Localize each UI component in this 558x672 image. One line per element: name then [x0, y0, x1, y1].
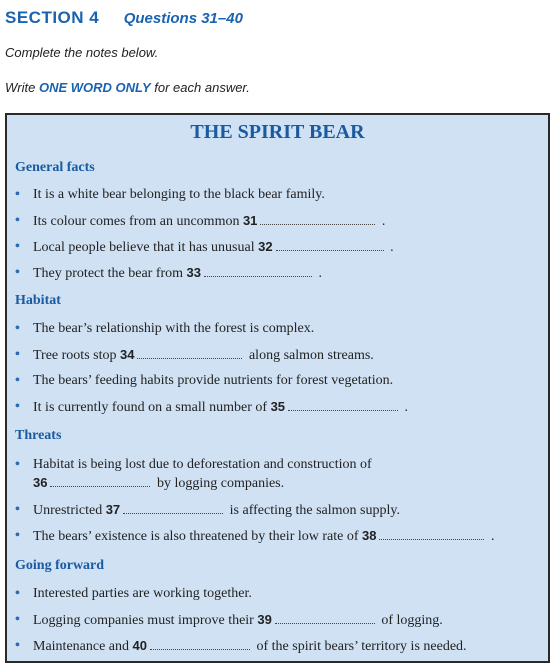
note-item: [15, 500, 540, 520]
question-number: 40: [132, 638, 147, 653]
heading-habitat: Habitat: [15, 293, 61, 308]
question-number: 36: [33, 475, 48, 490]
note-text: Tree roots stop: [33, 348, 120, 363]
note-item: [15, 526, 540, 546]
answer-blank[interactable]: [204, 275, 312, 277]
note-item: [15, 584, 540, 603]
note-text: Logging companies must improve their: [33, 613, 258, 628]
questions-label: Questions 31–40: [123, 10, 243, 27]
bullet-icon: •: [15, 638, 20, 653]
bullet-icon: •: [15, 213, 20, 228]
instruction-word-limit: [5, 80, 250, 95]
bullet-icon: •: [15, 239, 20, 254]
note-text: Unrestricted: [33, 503, 106, 518]
question-number: 33: [186, 265, 202, 280]
bullet-icon: •: [15, 528, 20, 543]
note-item: [15, 237, 540, 257]
answer-blank[interactable]: [50, 485, 150, 487]
heading-going-forward: Going forward: [15, 558, 105, 573]
note-text-after: is affecting the salmon supply.: [226, 503, 400, 518]
bullet-icon: •: [15, 373, 20, 388]
bullet-icon: •: [15, 265, 20, 280]
bullet-icon: •: [15, 586, 20, 601]
notes-title: THE SPIRIT BEAR: [190, 121, 365, 143]
instruction-prefix: Write: [5, 80, 39, 95]
note-text-after: .: [401, 400, 409, 415]
note-text-after: of the spirit bears’ territory is needed.: [252, 639, 467, 654]
question-number: 34: [120, 347, 135, 362]
bullet-icon: •: [15, 457, 20, 472]
note-item: [15, 185, 540, 204]
note-text: The bears’ existence is also threatened by their low rate of: [33, 529, 362, 544]
note-text: Its colour comes from an uncommon: [33, 214, 243, 229]
note-text-after: along salmon streams.: [245, 348, 374, 363]
note-item: [15, 397, 540, 417]
answer-blank[interactable]: [150, 648, 250, 650]
note-text-after: .: [378, 214, 386, 229]
note-text: Local people believe that it has unusual: [33, 240, 259, 255]
note-item: [15, 371, 540, 390]
note-text-after: .: [315, 266, 323, 281]
answer-blank[interactable]: [137, 357, 242, 359]
section-header: [5, 8, 243, 28]
note-text-after: by logging companies.: [153, 476, 285, 491]
question-number: 39: [257, 612, 272, 627]
note-item: [15, 636, 540, 656]
note-item: [15, 211, 540, 231]
instruction-emphasis: ONE WORD ONLY: [38, 80, 151, 95]
question-number: 32: [258, 239, 273, 254]
note-text: The bear’s relationship with the forest is complex.: [33, 321, 315, 336]
instruction-complete: Complete the notes below.: [5, 45, 159, 60]
note-text: It is a white bear belonging to the black bear family.: [33, 187, 325, 202]
note-item: [15, 345, 540, 365]
note-text: Interested parties are working together.: [33, 586, 252, 601]
question-number: 37: [105, 502, 121, 517]
bullet-icon: •: [15, 399, 20, 414]
question-number: 35: [270, 399, 286, 414]
note-text: It is currently found on a small number of: [33, 400, 271, 415]
question-number: 31: [242, 213, 258, 228]
note-text: Maintenance and: [33, 639, 133, 654]
answer-blank[interactable]: [260, 223, 375, 225]
section-label: SECTION 4: [5, 8, 100, 27]
answer-blank[interactable]: [276, 249, 384, 251]
bullet-icon: •: [15, 187, 20, 202]
note-text: Habitat is being lost due to deforestation and construction of: [33, 457, 372, 472]
answer-blank[interactable]: [123, 512, 223, 514]
bullet-icon: •: [15, 321, 20, 336]
note-text: They protect the bear from: [33, 266, 187, 281]
bullet-icon: •: [15, 612, 20, 627]
notes-panel: [5, 113, 550, 663]
instruction-suffix: for each answer.: [150, 80, 250, 95]
answer-blank[interactable]: [275, 622, 375, 624]
heading-threats: Threats: [15, 428, 62, 443]
note-item: [15, 319, 540, 338]
note-text: The bears’ feeding habits provide nutrients for forest vegetation.: [33, 373, 394, 388]
answer-blank[interactable]: [288, 409, 398, 411]
note-item: [15, 455, 540, 474]
question-number: 38: [362, 528, 377, 543]
note-text-after: .: [386, 240, 394, 255]
note-item: [15, 263, 540, 283]
bullet-icon: •: [15, 502, 20, 517]
note-text-after: of logging.: [377, 613, 443, 628]
bullet-icon: •: [15, 347, 20, 362]
note-text-after: .: [487, 529, 495, 544]
note-item: [15, 610, 540, 630]
note-item-continued: [15, 473, 540, 493]
answer-blank[interactable]: [379, 538, 484, 540]
heading-general-facts: General facts: [15, 160, 95, 175]
